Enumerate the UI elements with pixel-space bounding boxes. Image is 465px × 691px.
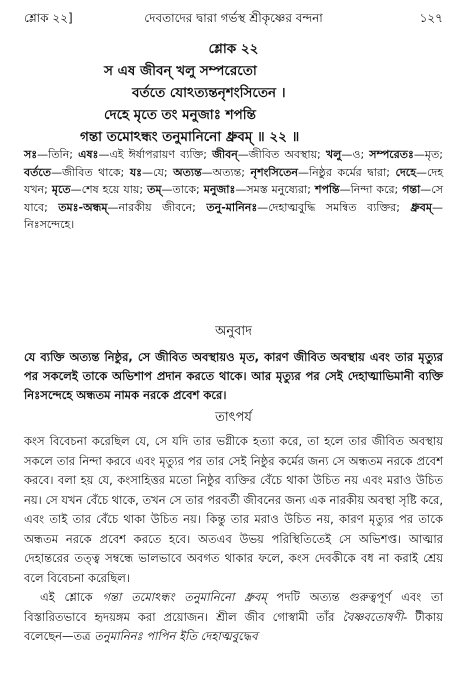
- translation-heading: অনুবাদ: [215, 324, 252, 339]
- synonym-meaning: নিঃসন্দেহে।: [24, 218, 75, 231]
- synonym-term: জীবন্: [212, 148, 238, 161]
- verse-line-3: দেহে মৃতে তং মনুজাঃ শপন্তি: [104, 107, 256, 123]
- synonym-meaning: অত্যন্ত;: [212, 165, 251, 179]
- synonym-meaning: ও;: [352, 148, 370, 161]
- translation-text: যে ব্যক্তি অত্যন্ত নিষ্ঠুর, সে জীবিত অবস্থায়ও মৃত, কারণ জীবিত অবস্থায় এবং তার মৃত্যুর পর সকলেই তাকে অভিশাপ প্রদান করতে থাকে। আর মৃত্যুর পর সেই দেহাত্মাভিমানী ব্যক্তি নিঃসন্দেহে অন্ধতম নামক নরকে প্রবেশ করে।: [24, 350, 443, 402]
- purport-italic-title: বৈষ্ণবতোষণী: [342, 609, 404, 624]
- synonym-term: তমঃ-অন্ধম্: [58, 200, 108, 214]
- synonym-meaning: নিন্দা করে;: [350, 183, 403, 196]
- synonym-term: এষঃ: [78, 148, 99, 161]
- synonym-meaning: মৃত;: [424, 148, 443, 161]
- synonym-term: খলু: [325, 148, 342, 161]
- synonym-term: নৃশংসিতেন: [250, 165, 298, 179]
- purport-text-segment: - টীকায় বলেছেন—তত্র: [24, 609, 443, 643]
- word-synonyms: সঃ—তিনি; এষঃ—এই ঈর্ষাপরায়ণ ব্যক্তি; জীবন্—জীবিত অবস্থায়; খলু—ও; সম্পরেতঃ—মৃত; বর্ততে—জীবিত থাকে; যঃ—যে; অত্যন্ত—অত্যন্ত; নৃশংসিতেন—নিষ্ঠুর কর্মের দ্বারা; দেহে—দেহ যখন; মৃতে—শেষ হয়ে যায়; তম্—তাকে; মনুজাঃ—সমস্ত মনুষ্যেরা; শপন্তি—নিন্দা করে; গন্তা—সে যাবে; তমঃ-অন্ধম্—নারকীয় জীবনে; তনু-মানিনঃ—দেহাত্মবুদ্ধি সমন্বিত ব্যক্তির; ধ্রুবম্—নিঃসন্দেহে।: [24, 148, 444, 231]
- purport-italic-phrase: গন্তা তমোঽন্ধং তনুমানিনো ধ্রুবম্: [102, 590, 267, 604]
- synonym-term: সঃ: [24, 148, 38, 161]
- synonym-meaning: এই ঈর্ষাপরায়ণ ব্যক্তি;: [109, 148, 213, 161]
- synonym-meaning: দেহাত্মবুদ্ধি সমন্বিত ব্যক্তির;: [268, 200, 411, 214]
- chapter-title: দেবতাদের দ্বারা গর্ভস্থ শ্রীকৃষ্ণের বন্দনা: [144, 11, 323, 25]
- purport-paragraph-2: [24, 588, 443, 647]
- purport-paragraph-1: কংস বিবেচনা করেছিল যে, সে যদি তার ভগ্নীকে হত্যা করে, তা হলে তার জীবিত অবস্থায় সকলে তার নিন্দা করবে এবং মৃত্যুর পর তার সেই নিষ্ঠুর কর্মের জন্য সে অন্ধতম নরকে প্রবেশ করবে। বলা হয় যে, কংসাহিত্তর মতো নিষ্ঠুর ব্যক্তির বেঁচে থাকা উচিত নয় এবং মরাও উচিত নয়। সে যখন বেঁচে থাকে, তখন সে তার পরবর্তী জীবনের জন্য এক নারকীয় অবস্থা সৃষ্টি করে, এবং তাই তার বেঁচে থাকা উচিত নয়। কিন্তু তার মরাও উচিত নয়, কারণ মৃত্যুর পর তাকে অন্ধতম নরকে প্রবেশ করতে হবে। অতএব উভয় পরিস্থিতিতেই সে অভিশপ্ত। আত্মার দেহান্তরের তত্ত্ব সম্বন্ধে ভালভাবে অবগত থাকার ফলে, কংস দেবকীকে বধ না করাই শ্রেয় বলে বিবেচনা করেছিল।: [24, 434, 443, 585]
- verse-line-4: গন্তা তমোঽন্ধং তনুমানিনো ধ্রুবম্ ॥ ২২ ॥: [80, 129, 300, 145]
- verse-heading: শ্লোক ২২: [208, 41, 259, 57]
- verse-line-2: বর্ততে যোঽত্যন্তনৃশংসিতেন ।: [132, 85, 286, 101]
- synonym-meaning: জীবিত থাকে;: [62, 165, 130, 179]
- synonym-term: মনুজাঃ: [203, 183, 236, 196]
- synonym-meaning: জীবিত অবস্থায়;: [248, 148, 326, 161]
- verse-line-1: স এষ জীবন্ খলু সম্পরেতো: [104, 63, 257, 79]
- synonym-meaning: সমস্ত মনুষ্যেরা;: [246, 183, 315, 196]
- synonym-meaning: নারকীয় জীবনে;: [118, 200, 207, 214]
- synonym-term: গন্তা: [402, 183, 421, 196]
- synonym-term: অত্যন্ত: [173, 165, 202, 179]
- synonym-meaning: শেষ হয়ে যায়;: [81, 183, 148, 196]
- synonym-term: ধ্রুবম্: [410, 200, 432, 214]
- synonym-term: যঃ: [129, 165, 143, 179]
- synonym-term: মৃতে: [51, 183, 71, 196]
- synonym-term: শপন্তি: [314, 183, 340, 196]
- purport-italic-quote: তনুমানিনঃ পাপিন ইতি দেহাত্মবুদ্ধেব: [94, 629, 258, 643]
- synonym-meaning: তাকে;: [172, 183, 204, 196]
- page-number: ১২৭: [419, 11, 443, 25]
- page-header: [24, 10, 443, 28]
- verse-reference: শ্লোক ২২]: [24, 11, 73, 25]
- synonym-meaning: সে যাবে;: [24, 183, 443, 214]
- purport-heading: তাৎপর্য: [215, 410, 252, 425]
- synonym-term: দেহে: [395, 165, 416, 179]
- synonym-meaning: দেহ যখন;: [24, 165, 444, 196]
- sanskrit-verse: [24, 38, 443, 148]
- purport-text: [24, 432, 443, 647]
- synonym-term: সম্পরেতঃ: [369, 148, 414, 161]
- synonym-meaning: যে;: [153, 165, 174, 179]
- synonym-meaning: তিনি;: [48, 148, 79, 161]
- synonym-term: বর্ততে: [24, 165, 52, 179]
- purport-text-segment: এই শ্লোকে: [40, 590, 103, 604]
- synonym-term: তনু-মানিনঃ: [206, 200, 258, 214]
- purport-text-segment: পদটি অত্যন্ত গুরুত্বপূর্ণ এবং তা বিস্তারিতভাবে হৃদয়ঙ্গম করা প্রয়োজন। শ্রীল জীব গোস্বামী তাঁর: [24, 590, 444, 624]
- synonym-meaning: নিষ্ঠুর কর্মের দ্বারা;: [308, 165, 396, 179]
- synonym-term: তম্: [147, 183, 162, 196]
